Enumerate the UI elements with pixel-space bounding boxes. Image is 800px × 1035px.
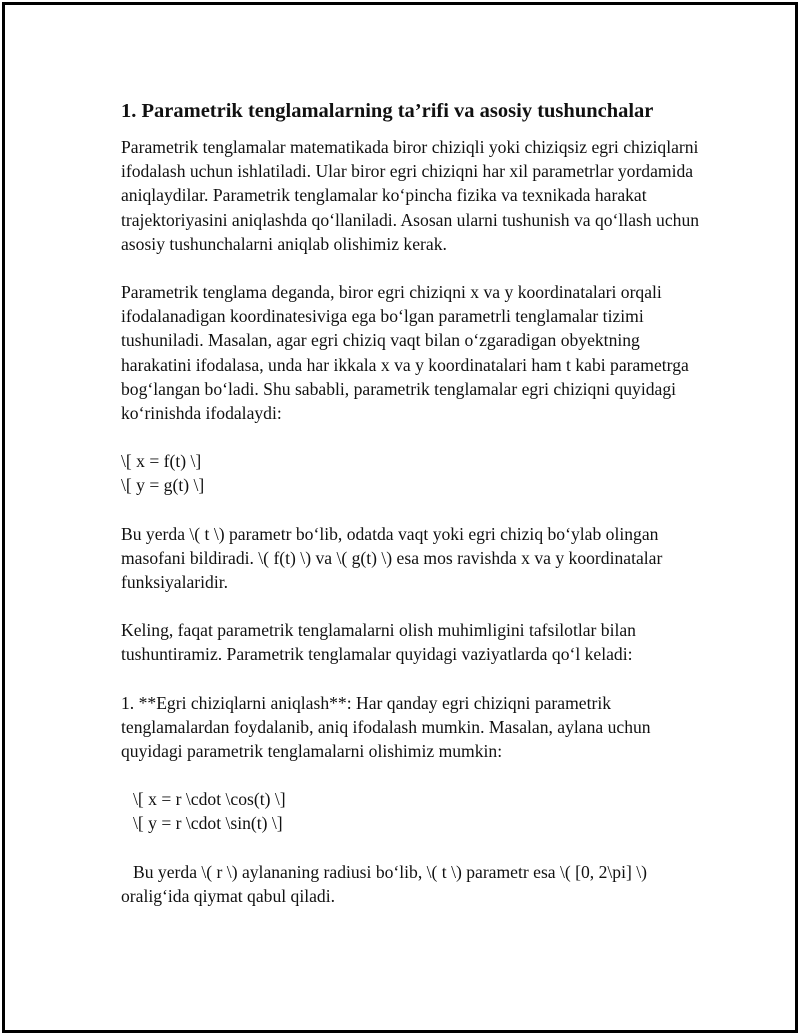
paragraph-radius-explanation: Bu yerda \( r \) aylananing radiusi bo‘lib, \( t \) parametr esa \( [0, 2\pi] \) oralig‘ida qiymat qabul qiladi.	[121, 861, 647, 906]
page-frame	[2, 2, 798, 1033]
document-body	[121, 97, 711, 932]
list-item-curves: 1. **Egri chiziqlarni aniqlash**: Har qanday egri chiziqni parametrik tenglamalardan foydalanib, aniq ifodalash mumkin. Masalan, aylana uchun quyidagi parametrik tenglamalarni olishimiz mumkin:	[121, 692, 651, 762]
section-heading: 1. Parametrik tenglamalarning ta’rifi va asosiy tushunchalar	[121, 100, 654, 122]
equation-circle-x: \[ x = r \cdot \cos(t) \]	[133, 789, 286, 810]
paragraph-definition: Parametrik tenglama deganda, biror egri chiziqni x va y koordinatalari orqali ifodalanadigan koordinatesiviga ega bo‘lgan parametrli tenglamalar tizimi tushuniladi. Masalan, agar egri chiziq vaqt bilan o‘zgaradigan obyektning harakatini ifodalasa, unda har ikkala x va y koordinatalari ham t kabi parametrga bog‘langan bo‘ladi. Shu sababli, parametrik tenglamalar egri chiziqni quyidagi ko‘rinishda ifodalaydi:	[121, 282, 689, 424]
equation-block-circle	[121, 787, 711, 835]
equation-circle-y: \[ y = r \cdot \sin(t) \]	[133, 813, 283, 834]
equation-x: \[ x = f(t) \]	[121, 451, 202, 472]
equation-y: \[ y = g(t) \]	[121, 475, 205, 496]
equation-block-general	[121, 449, 711, 497]
paragraph-intro: Parametrik tenglamalar matematikada biror chiziqli yoki chiziqsiz egri chiziqlarni ifodalash uchun ishlatiladi. Ular biror egri chiziqni har xil parametrlar yordamida aniqlaydilar. Parametrik tenglamalar ko‘pincha fizika va texnikada harakat trajektoriyasini aniqlashda qo‘llaniladi. Asosan ularni tushunish va qo‘llash uchun asosiy tushunchalarni aniqlab olishimiz kerak.	[121, 137, 700, 254]
paragraph-importance: Keling, faqat parametrik tenglamalarni olish muhimligini tafsilotlar bilan tushuntiramiz. Parametrik tenglamalar quyidagi vaziyatlarda qo‘l keladi:	[121, 620, 636, 665]
paragraph-parameter-explanation: Bu yerda \( t \) parametr bo‘lib, odatda vaqt yoki egri chiziq bo‘ylab olingan masofani bildiradi. \( f(t) \) va \( g(t) \) esa mos ravishda x va y koordinatalar funksiyalaridir.	[121, 523, 663, 593]
